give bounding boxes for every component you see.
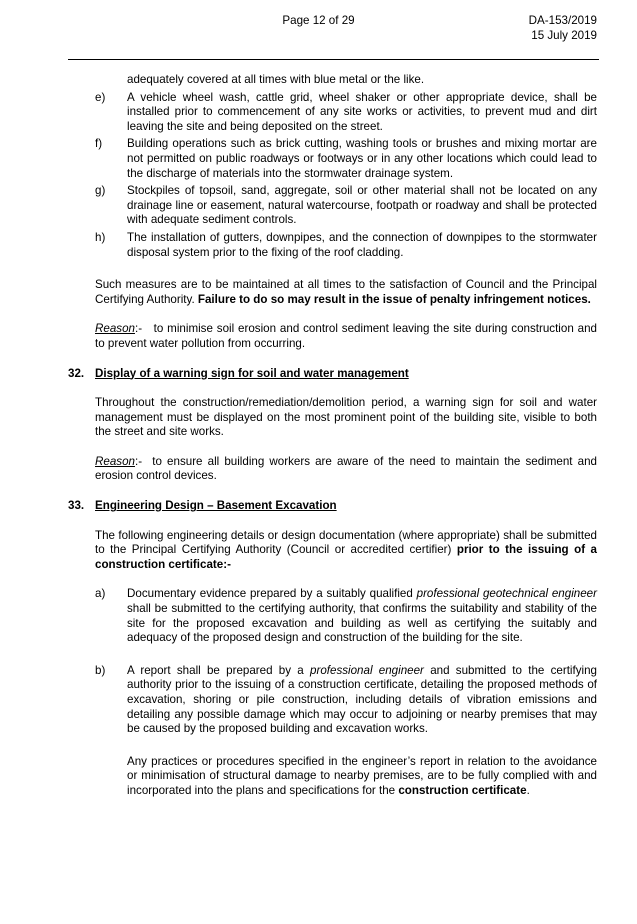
item-b-italic: professional engineer bbox=[310, 663, 424, 677]
reason-label: Reason bbox=[95, 454, 135, 468]
section-title: Display of a warning sign for soil and water management bbox=[95, 366, 409, 380]
list-item-text: Stockpiles of topsoil, sand, aggregate, soil or other material shall not be located on any drainage line or easement, natural watercourse, footpath or roadway and shall be protected with adequate sediment controls. bbox=[127, 184, 597, 227]
list-item-text: The installation of gutters, downpipes, and the connection of downpipes to the stormwater disposal system prior to the fixing of the roof cladding. bbox=[127, 230, 597, 259]
list-item-label: h) bbox=[95, 230, 106, 244]
list-item-label: a) bbox=[95, 587, 106, 601]
spacer bbox=[95, 740, 597, 755]
penalty-warning: Failure to do so may result in the issue of penalty infringement notices. bbox=[197, 292, 591, 306]
list-item-label: f) bbox=[95, 137, 103, 151]
spacer bbox=[95, 381, 597, 396]
spacer bbox=[95, 514, 597, 529]
item-a-pre: Documentary evidence prepared by a suitably qualified bbox=[127, 587, 413, 601]
item-b-pre: A report shall be prepared by a bbox=[127, 663, 304, 677]
item-b-post: and submitted to the certifying authority prior to the issuing of a construction certificate, detailing the proposed methods of excavation, shoring or pile construction, including details of vibration emissions and detailing any possible damage which may occur to adjoining or nearby premises that may be caused by the proposed building and excavation works. bbox=[127, 663, 597, 736]
spacer bbox=[95, 649, 597, 664]
header-rule bbox=[68, 59, 599, 60]
list-item-f bbox=[95, 137, 597, 181]
document-reference bbox=[529, 14, 597, 43]
list-item-continuation: adequately covered at all times with blue metal or the like. bbox=[127, 73, 425, 86]
page-number: Page 12 of 29 bbox=[282, 14, 355, 27]
section-number: 32. bbox=[68, 366, 85, 380]
list-item-g bbox=[95, 184, 597, 228]
da-number: DA-153/2019 bbox=[528, 14, 597, 27]
measures-text: Such measures are to be maintained at all times to the satisfaction of Council and the Principal Certifying Authority. bbox=[95, 278, 597, 306]
item-b2-text: Any practices or procedures specified in the engineer’s report in relation to the avoidance or minimisation of structural damage to nearby premises, are to be fully complied with and incorporated into the plans and specifications for the bbox=[127, 754, 597, 797]
spacer bbox=[95, 440, 597, 455]
list-item-text: A vehicle wheel wash, cattle grid, wheel shaker or other appropriate device, shall be installed prior to commencement of any site works or activities, to prevent mud and dirt leaving the site and being deposited on the street. bbox=[127, 90, 597, 133]
list-item-label: b) bbox=[95, 663, 106, 677]
spacer bbox=[95, 572, 597, 587]
item-b2-end: . bbox=[526, 783, 530, 797]
item-b2-bold: construction certificate bbox=[398, 783, 527, 797]
intro-text: The following engineering details or design documentation (where appropriate) shall be submitted to the Principal Certifying Authority (Council or accredited certifier) bbox=[95, 528, 597, 557]
spacer bbox=[95, 307, 597, 322]
section-number: 33. bbox=[68, 499, 85, 513]
list-item-e bbox=[95, 91, 597, 135]
list-item-label: e) bbox=[95, 90, 106, 104]
reason-text: to minimise soil erosion and control sediment leaving the site during construction and to prevent water pollution from occurring. bbox=[95, 322, 597, 350]
section-33-intro bbox=[95, 529, 597, 573]
reason-text: to ensure all building workers are aware of the need to maintain the sediment and erosion control devices. bbox=[95, 454, 597, 483]
document-date: 15 July 2019 bbox=[531, 28, 597, 42]
measures-paragraph bbox=[95, 278, 597, 307]
list-item-text: Building operations such as brick cutting, washing tools or brushes and mixing mortar are not permitted on public roadways or footways or in any other locations which could lead to the discharge of materials into the stormwater drainage system. bbox=[127, 137, 597, 180]
list-item-b bbox=[95, 664, 597, 737]
section-32-reason bbox=[95, 455, 597, 484]
reason-paragraph bbox=[95, 322, 597, 351]
reason-separator: :- bbox=[134, 322, 143, 336]
intro-bold: prior to the issuing of a construction certificate:- bbox=[95, 543, 597, 571]
item-b-continuation bbox=[95, 755, 597, 799]
section-heading-32 bbox=[68, 366, 597, 382]
section-title: Engineering Design – Basement Excavation bbox=[95, 499, 337, 513]
spacer bbox=[95, 484, 597, 499]
item-a-post: shall be submitted to the certifying authority, that confirms the suitability and stability of the site for the proposed excavation and building as well as certifying the suitably and adequacy of the proposed design and construction of the building for the site. bbox=[127, 602, 597, 645]
section-32-body: Throughout the construction/remediation/demolition period, a warning sign for soil and water management must be displayed on the most prominent point of the building site, visible to both the street and site works. bbox=[95, 396, 597, 439]
list-item-label: g) bbox=[95, 184, 106, 198]
list-item-a bbox=[95, 587, 597, 645]
spacer bbox=[95, 263, 597, 278]
spacer bbox=[95, 352, 597, 367]
reason-separator: :- bbox=[134, 454, 143, 468]
reason-label: Reason bbox=[95, 322, 135, 336]
item-a-italic: professional geotechnical engineer bbox=[416, 587, 597, 601]
document-body bbox=[68, 73, 597, 802]
list-item-h bbox=[95, 231, 597, 260]
section-heading-33 bbox=[68, 499, 597, 514]
